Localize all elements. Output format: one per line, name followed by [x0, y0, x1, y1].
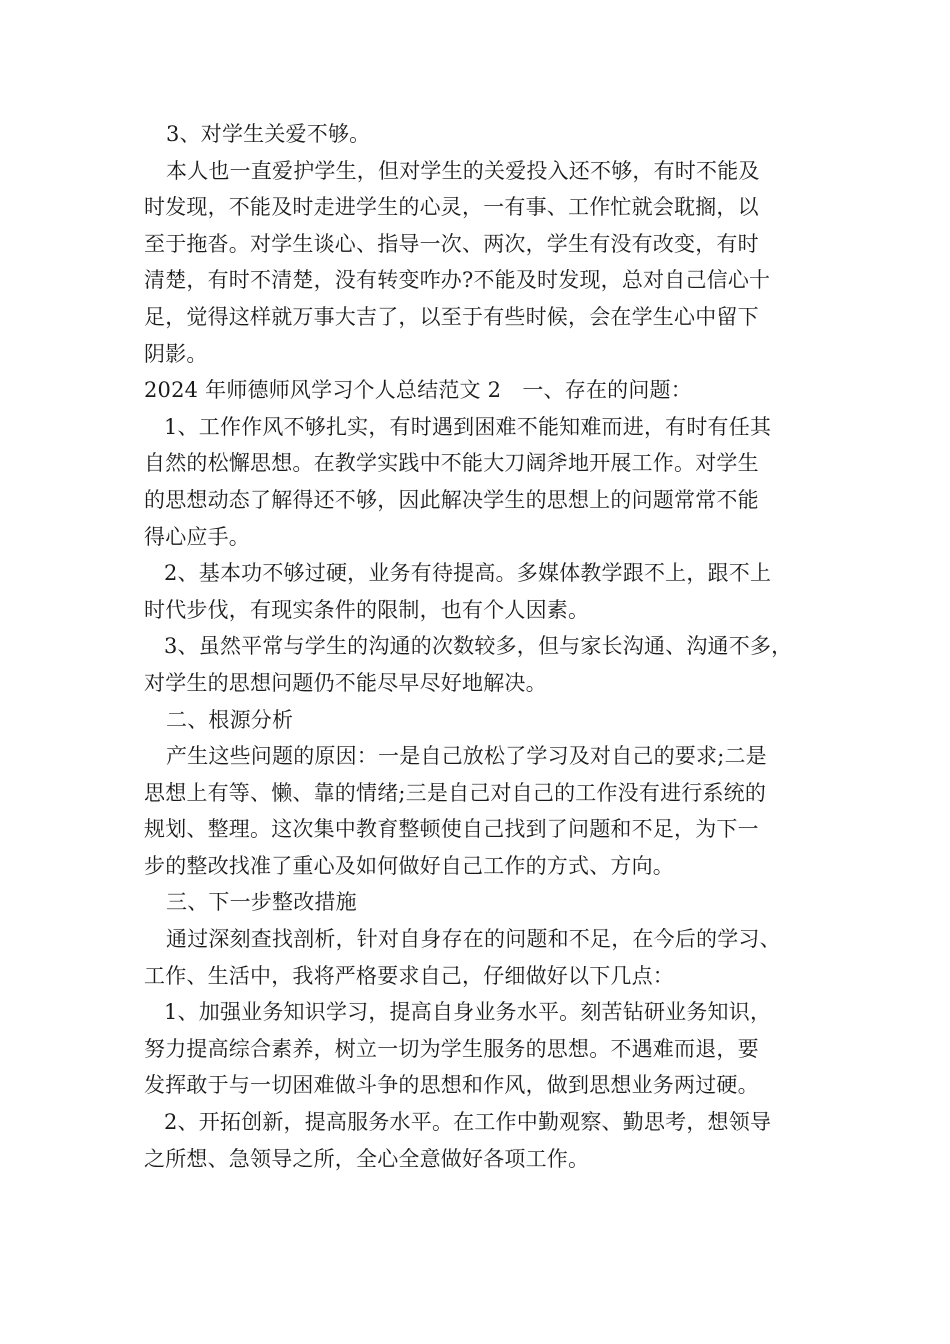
paragraph-line: 得心应手。	[144, 524, 250, 549]
paragraph-line: 规划、整理。这次集中教育整顿使自己找到了问题和不足，为下一	[144, 817, 759, 842]
paragraph-line: 之所想、急领导之所，全心全意做好各项工作。	[144, 1146, 590, 1171]
document-body	[144, 116, 824, 1177]
list-item-2-skills: 2、基本功不够过硬，业务有待提高。多媒体教学跟不上，跟不上	[164, 561, 772, 586]
paragraph-line: 至于拖沓。对学生谈心、指导一次、两次，学生有没有改变，有时	[144, 231, 759, 256]
paragraph-line: 自然的松懈思想。在教学实践中不能大刀阔斧地开展工作。对学生	[144, 451, 759, 476]
paragraph-line: 对学生的思想问题仍不能尽早尽好地解决。	[144, 670, 547, 695]
paragraph-line: 步的整改找准了重心及如何做好自己工作的方式、方向。	[144, 853, 674, 878]
paragraph-line: 清楚，有时不清楚，没有转变咋办?不能及时发现，总对自己信心十	[144, 268, 771, 293]
list-item-3-care: 3、对学生关爱不够。	[166, 122, 371, 146]
paragraph-line: 产生这些问题的原因：一是自己放松了学习及对自己的要求;二是	[166, 744, 767, 769]
section-heading-next-steps: 三、下一步整改措施	[166, 890, 357, 915]
paragraph-line: 思想上有等、懒、靠的情绪;三是自己对自己的工作没有进行系统的	[144, 780, 767, 805]
list-item-1-study: 1、加强业务知识学习，提高自身业务水平。刻苦钻研业务知识，	[164, 1000, 772, 1025]
list-item-2-innovation: 2、开拓创新，提高服务水平。在工作中勤观察、勤思考，想领导	[164, 1110, 772, 1135]
paragraph-line: 工作、生活中，我将严格要求自己，仔细做好以下几点：	[144, 963, 674, 988]
paragraph-line: 努力提高综合素养，树立一切为学生服务的思想。不遇难而退，要	[144, 1036, 759, 1061]
section-heading-root-cause: 二、根源分析	[166, 707, 294, 732]
paragraph-line: 通过深刻查找剖析，针对自身存在的问题和不足，在今后的学习、	[166, 927, 781, 952]
paragraph-line: 发挥敢于与一切困难做斗争的思想和作风，做到思想业务两过硬。	[144, 1073, 759, 1098]
paragraph-line: 本人也一直爱护学生，但对学生的关爱投入还不够，有时不能及	[166, 158, 760, 183]
paragraph-line: 阴影。	[144, 341, 208, 366]
list-item-1-style: 1、工作作风不够扎实，有时遇到困难不能知难而进，有时有任其	[164, 414, 772, 439]
list-item-3-communication: 3、虽然平常与学生的沟通的次数较多，但与家长沟通、沟通不多，	[164, 634, 793, 659]
paragraph-line: 的思想动态了解得还不够，因此解决学生的思想上的问题常常不能	[144, 487, 759, 512]
paragraph-line: 时代步伐，有现实条件的限制，也有个人因素。	[144, 597, 590, 622]
section-title-line: 2024 年师德师风学习个人总结范文 2 一、存在的问题：	[144, 378, 692, 403]
paragraph-line: 时发现，不能及时走进学生的心灵，一有事、工作忙就会耽搁，以	[144, 195, 759, 220]
paragraph-line: 足，觉得这样就万事大吉了，以至于有些时候，会在学生心中留下	[144, 304, 759, 329]
